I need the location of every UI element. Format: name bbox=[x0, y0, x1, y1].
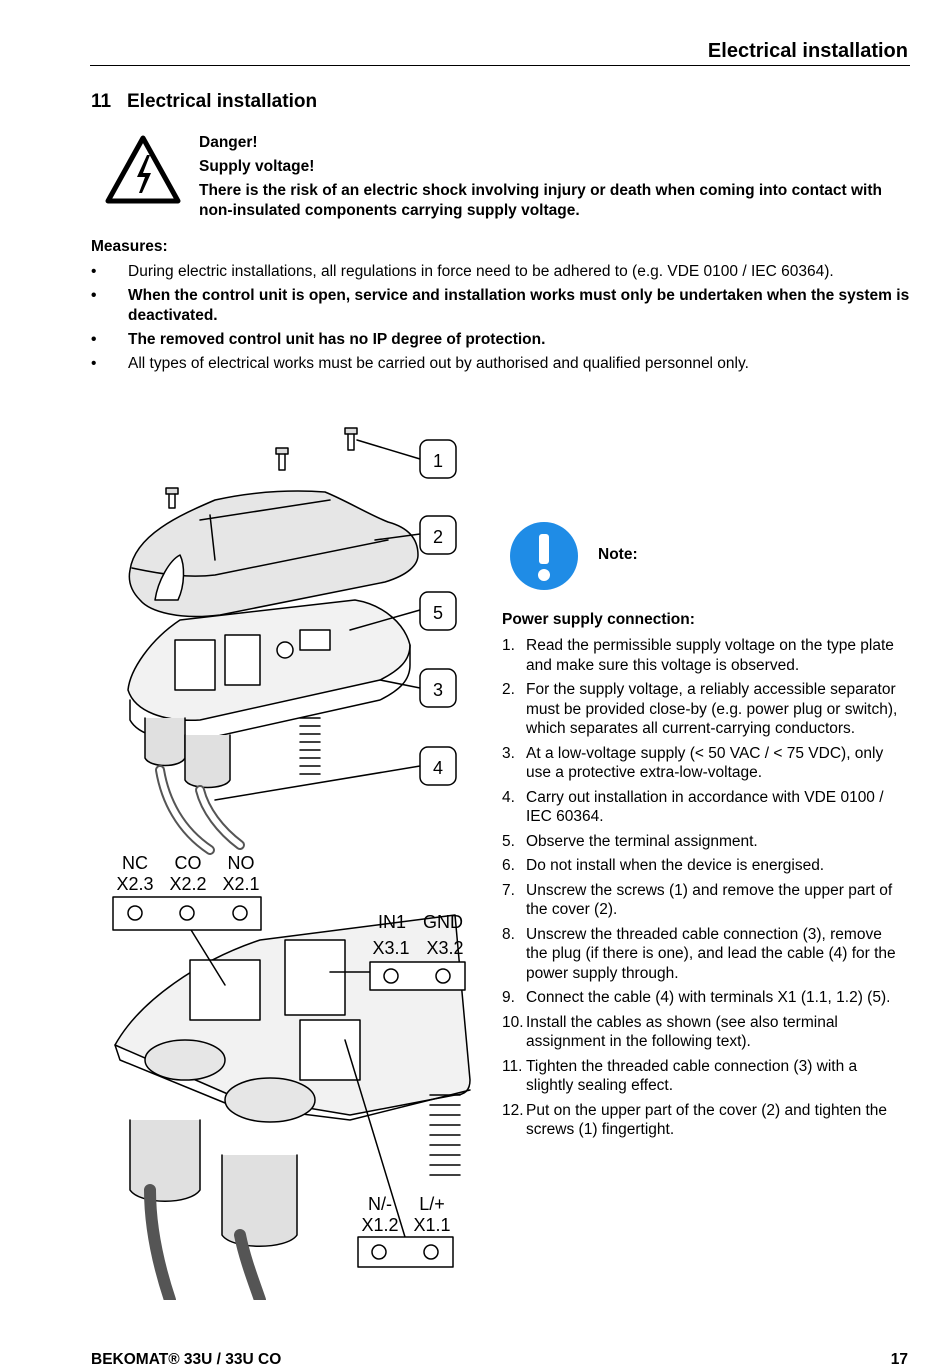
terminal-label-co: CO bbox=[174, 853, 202, 873]
terminal-label-x3-2: X3.2 bbox=[426, 938, 464, 958]
danger-line-2: Supply voltage! bbox=[199, 158, 315, 175]
callout-5: 5 bbox=[432, 603, 444, 623]
step-text: Unscrew the threaded cable connection (3), remove the plug (if there is one), and lead the cable (4) for the power supply through. bbox=[526, 925, 896, 982]
footer-product: BEKOMAT® 33U / 33U CO bbox=[91, 1351, 282, 1368]
step-text: Carry out installation in accordance with VDE 0100 / IEC 60364. bbox=[526, 788, 884, 825]
terminal-label-x2-2: X2.2 bbox=[169, 874, 207, 894]
list-item bbox=[502, 1101, 907, 1140]
step-number: 2. bbox=[502, 681, 515, 698]
measures-item-text: During electric installations, all regulations in force need to be adhered to (e.g. VDE 0100 / IEC 60364). bbox=[128, 263, 834, 280]
step-number: 5. bbox=[502, 832, 515, 850]
screw-icon bbox=[166, 488, 178, 508]
terminal-label-x1-2: X1.2 bbox=[361, 1215, 399, 1235]
list-item bbox=[502, 1013, 907, 1052]
danger-line-3: There is the risk of an electric shock involving injury or death when coming into contact with non-insulated components carrying supply voltage. bbox=[199, 182, 882, 219]
step-number: 10. bbox=[502, 1013, 524, 1031]
list-item bbox=[502, 988, 907, 1008]
bullet-dot: • bbox=[91, 287, 97, 304]
bullet-dot: • bbox=[91, 355, 97, 372]
measures-item bbox=[91, 354, 916, 374]
step-number: 7. bbox=[502, 881, 515, 899]
danger-line-1: Danger! bbox=[199, 134, 258, 151]
power-supply-steps bbox=[502, 636, 907, 1145]
terminal-label-x2-1: X2.1 bbox=[222, 874, 260, 894]
measures-heading: Measures: bbox=[91, 238, 168, 255]
terminal-label-nc: NC bbox=[122, 853, 148, 873]
measures-item bbox=[91, 330, 916, 350]
measures-list bbox=[91, 262, 916, 378]
terminal-label-n: N/- bbox=[368, 1194, 392, 1214]
terminal-label-gnd: GND bbox=[423, 912, 463, 932]
step-text: For the supply voltage, a reliably accessible separator must be provided close-by (e.g. power plug or switch), which separates all current-carrying conductors. bbox=[526, 681, 898, 737]
measures-item bbox=[91, 286, 916, 326]
danger-notice bbox=[199, 133, 919, 225]
high-voltage-warning-icon bbox=[105, 135, 181, 205]
list-item bbox=[502, 788, 907, 827]
step-number: 8. bbox=[502, 925, 515, 943]
exclamation-icon bbox=[510, 522, 578, 590]
terminal-label-in1: IN1 bbox=[377, 912, 407, 932]
header-rule bbox=[90, 65, 910, 66]
step-number: 9. bbox=[502, 989, 515, 1006]
measures-item-text: All types of electrical works must be carried out by authorised and qualified personnel only. bbox=[128, 355, 749, 372]
step-text: At a low-voltage supply (< 50 VAC / < 75 VDC), only use a protective extra-low-voltage. bbox=[526, 744, 884, 781]
step-text: Tighten the threaded cable connection (3) with a slightly sealing effect. bbox=[526, 1057, 858, 1094]
measures-item bbox=[91, 262, 916, 282]
bullet-dot: • bbox=[91, 331, 97, 348]
measures-item-text: The removed control unit has no IP degree of protection. bbox=[128, 331, 546, 348]
screw-icon bbox=[276, 448, 288, 470]
terminal-label-no: NO bbox=[227, 853, 255, 873]
step-text: Install the cables as shown (see also terminal assignment in the following text). bbox=[526, 1013, 838, 1050]
screw-icon bbox=[345, 428, 357, 450]
running-header-title: Electrical installation bbox=[707, 40, 908, 62]
list-item bbox=[502, 636, 907, 675]
list-item bbox=[502, 856, 907, 876]
step-number: 3. bbox=[502, 744, 515, 762]
section-title bbox=[91, 91, 317, 113]
callout-1: 1 bbox=[432, 451, 444, 471]
step-number: 12. bbox=[502, 1101, 524, 1119]
terminal-label-l: L/+ bbox=[419, 1194, 445, 1214]
section-title-text: Electrical installation bbox=[127, 91, 318, 112]
callout-2: 2 bbox=[432, 527, 444, 547]
measures-item-text: When the control unit is open, service and installation works must only be undertaken when the system is deactivated. bbox=[128, 287, 910, 324]
footer-page-number: 17 bbox=[890, 1351, 908, 1368]
step-text: Put on the upper part of the cover (2) and tighten the screws (1) fingertight. bbox=[526, 1101, 888, 1138]
step-text: Unscrew the screws (1) and remove the upper part of the cover (2). bbox=[526, 881, 893, 918]
list-item bbox=[502, 925, 907, 984]
list-item bbox=[502, 832, 907, 852]
list-item bbox=[502, 744, 907, 783]
step-number: 6. bbox=[502, 857, 515, 874]
terminal-label-x2-3: X2.3 bbox=[116, 874, 154, 894]
terminal-label-x1-1: X1.1 bbox=[413, 1215, 451, 1235]
step-number: 1. bbox=[502, 637, 515, 654]
bullet-dot: • bbox=[91, 263, 97, 280]
step-number: 4. bbox=[502, 788, 515, 806]
step-text: Observe the terminal assignment. bbox=[526, 832, 758, 850]
callout-4: 4 bbox=[432, 758, 444, 778]
note-label: Note: bbox=[598, 546, 638, 563]
callout-3: 3 bbox=[432, 680, 444, 700]
step-text: Do not install when the device is energised. bbox=[526, 857, 825, 874]
step-number: 11. bbox=[502, 1057, 523, 1075]
step-text: Read the permissible supply voltage on the type plate and make sure this voltage is observed. bbox=[526, 637, 894, 674]
power-supply-heading: Power supply connection: bbox=[502, 611, 695, 628]
section-number: 11 bbox=[91, 91, 112, 112]
list-item bbox=[502, 1057, 907, 1096]
list-item bbox=[502, 881, 907, 920]
step-text: Connect the cable (4) with terminals X1 (1.1, 1.2) (5). bbox=[526, 989, 891, 1006]
installation-figure bbox=[0, 400, 500, 1300]
list-item bbox=[502, 680, 907, 739]
terminal-label-x3-1: X3.1 bbox=[372, 938, 410, 958]
